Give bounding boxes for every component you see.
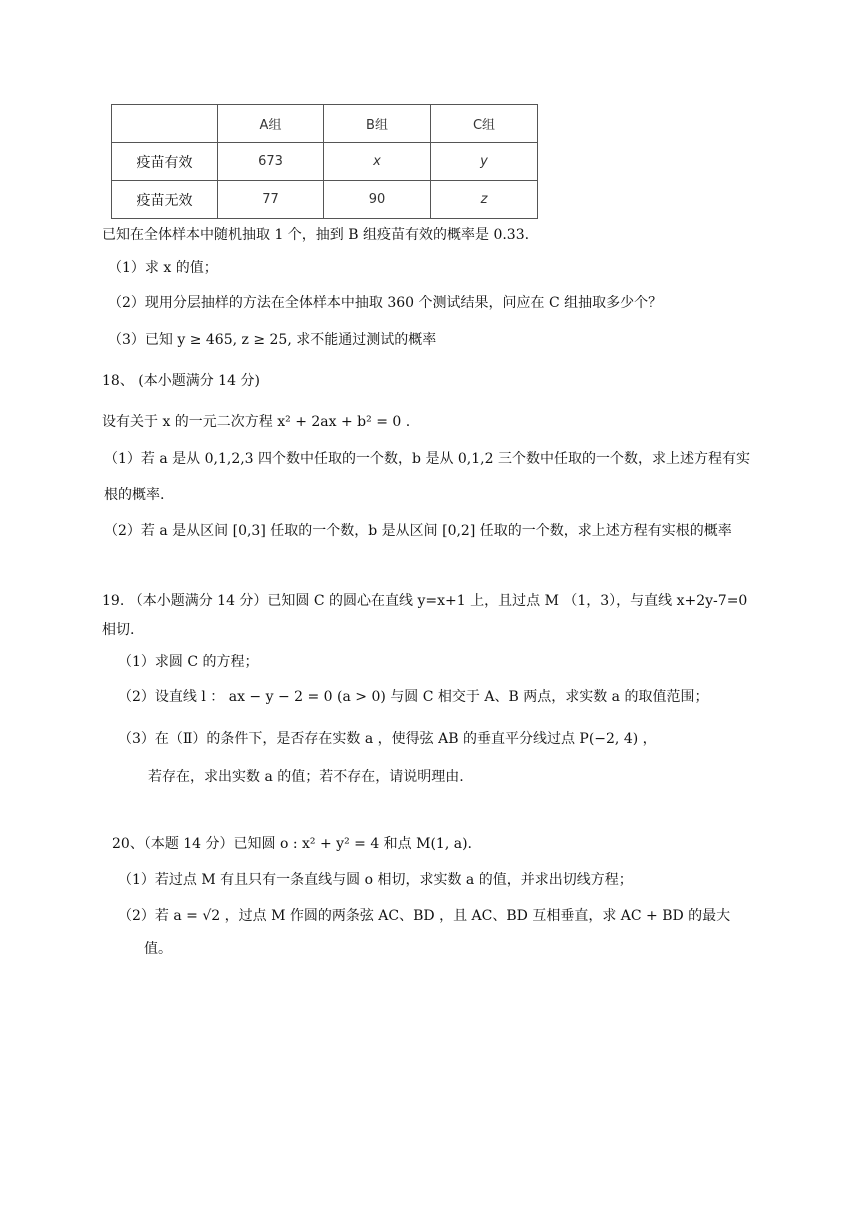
q18-intro: 设有关于 x 的一元二次方程 x² + 2ax + b² = 0 . [102, 414, 411, 430]
q17-part3: （3）已知 y ≥ 465, z ≥ 25, 求不能通过测试的概率 [108, 332, 437, 348]
q20-part1: （1）若过点 M 有且只有一条直线与圆 o 相切，求实数 a 的值，并求出切线方程； [118, 872, 633, 888]
table-cell: 90 [324, 181, 431, 219]
table-header-cell: C组 [431, 105, 538, 143]
table-cell: 疫苗有效 [112, 143, 218, 181]
table-header-cell: B组 [324, 105, 431, 143]
table-cell: y [431, 143, 538, 181]
q17-intro: 已知在全体样本中随机抽取 1 个，抽到 B 组疫苗有效的概率是 0.33. [102, 227, 530, 243]
table-header-cell: A组 [218, 105, 324, 143]
q18-title: 18、 (本小题满分 14 分) [102, 373, 260, 389]
table-row [112, 181, 538, 219]
q18-part1-line2: 根的概率. [104, 487, 165, 503]
q19-part3-line1: （3）在（Ⅱ）的条件下，是否存在实数 a ，使得弦 AB 的垂直平分线过点 P(−2, 4) ， [118, 731, 657, 747]
q19-part1: （1）求圆 C 的方程； [118, 654, 259, 670]
q19-part3-line2: 若存在，求出实数 a 的值；若不存在，请说明理由. [148, 769, 464, 785]
table-cell: 77 [218, 181, 324, 219]
table-cell: 673 [218, 143, 324, 181]
table-cell: 疫苗无效 [112, 181, 218, 219]
q18-part2: （2）若 a 是从区间 [0,3] 任取的一个数，b 是从区间 [0,2] 任取的一个数，求上述方程有实根的概率 [104, 523, 732, 539]
q18-part1-line1: （1）若 a 是从 0,1,2,3 四个数中任取的一个数，b 是从 0,1,2 三个数中任取的一个数，求上述方程有实 [104, 451, 750, 467]
table-header-row [112, 105, 538, 143]
q19-part2: （2）设直线 l ： ax − y − 2 = 0 (a > 0) 与圆 C 相交于 A、B 两点，求实数 a 的取值范围； [118, 689, 709, 705]
q20-part2-line2: 值。 [144, 941, 172, 957]
table-header-cell [112, 105, 218, 143]
vaccine-table [111, 104, 538, 219]
q19-line2: 相切. [102, 622, 135, 638]
q20-title: 20、（本题 14 分）已知圆 o : x² + y² = 4 和点 M(1, a). [112, 836, 472, 852]
table-cell: x [324, 143, 431, 181]
table-cell: z [431, 181, 538, 219]
table-row [112, 143, 538, 181]
q17-part2: （2）现用分层抽样的方法在全体样本中抽取 360 个测试结果，问应在 C 组抽取多少个？ [108, 295, 663, 311]
q17-part1: （1）求 x 的值； [108, 260, 218, 276]
q19-line1: 19. （本小题满分 14 分）已知圆 C 的圆心在直线 y=x+1 上，且过点 M （1，3），与直线 x+2y-7=0 [102, 593, 748, 609]
q20-part2-line1: （2）若 a = √2 ，过点 M 作圆的两条弦 AC、BD ，且 AC、BD 互相垂直，求 AC + BD 的最大 [118, 908, 731, 924]
